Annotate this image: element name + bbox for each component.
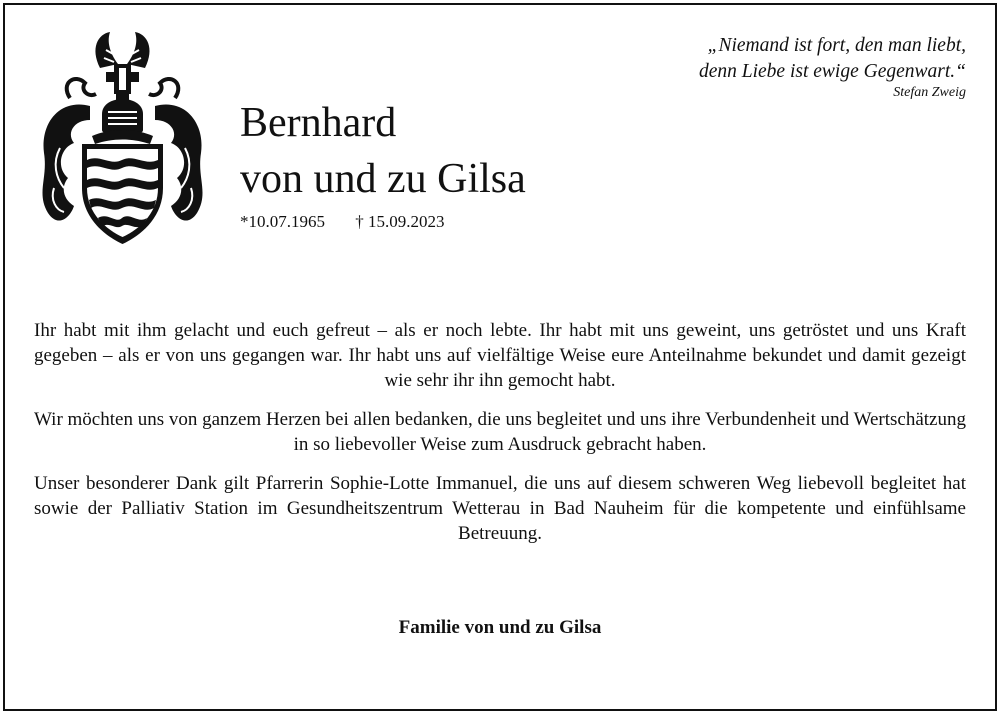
- death-date: † 15.09.2023: [355, 212, 445, 231]
- life-dates: [240, 212, 471, 232]
- paragraph: Unser besonderer Dank gilt Pfarrerin Sophie-Lotte Immanuel, die uns auf diesem schweren Weg liebevoll begleitet hat sowie der Palliativ Station im Gesundheitszentrum Wetterau in Bad Nauheim für die kompetente und einfühlsame Betreuung.: [34, 473, 966, 544]
- paragraph: Ihr habt mit ihm gelacht und euch gefreut – als er noch lebte. Ihr habt mit uns geweint, uns getröstet und uns Kraft gegeben – als er von uns gegangen war. Ihr habt uns auf vielfältige Weise eure Anteilnahme bekundet und damit gezeigt wie sehr ihr ihn gemocht habt.: [34, 320, 966, 391]
- birth-date: *10.07.1965: [240, 212, 325, 231]
- quote-line-2: denn Liebe ist ewige Gegenwart.“: [698, 61, 966, 82]
- name-line-family: von und zu Gilsa: [240, 156, 526, 202]
- coat-of-arms-icon: [30, 28, 215, 250]
- paragraph: Wir möchten uns von ganzem Herzen bei allen bedanken, die uns begleitet und uns ihre Verbundenheit und Wertschätzung in so liebevoller Weise zum Ausdruck gebracht haben.: [34, 409, 966, 455]
- thank-you-text: [34, 318, 966, 560]
- quote-author: Stefan Zweig: [893, 85, 966, 100]
- deceased-name: [240, 95, 526, 207]
- name-line-first: Bernhard: [240, 100, 397, 146]
- quote-line-1: „Niemand ist fort, den man liebt,: [707, 35, 966, 56]
- family-signoff: Familie von und zu Gilsa: [398, 617, 602, 638]
- epigraph-quote: [699, 33, 966, 101]
